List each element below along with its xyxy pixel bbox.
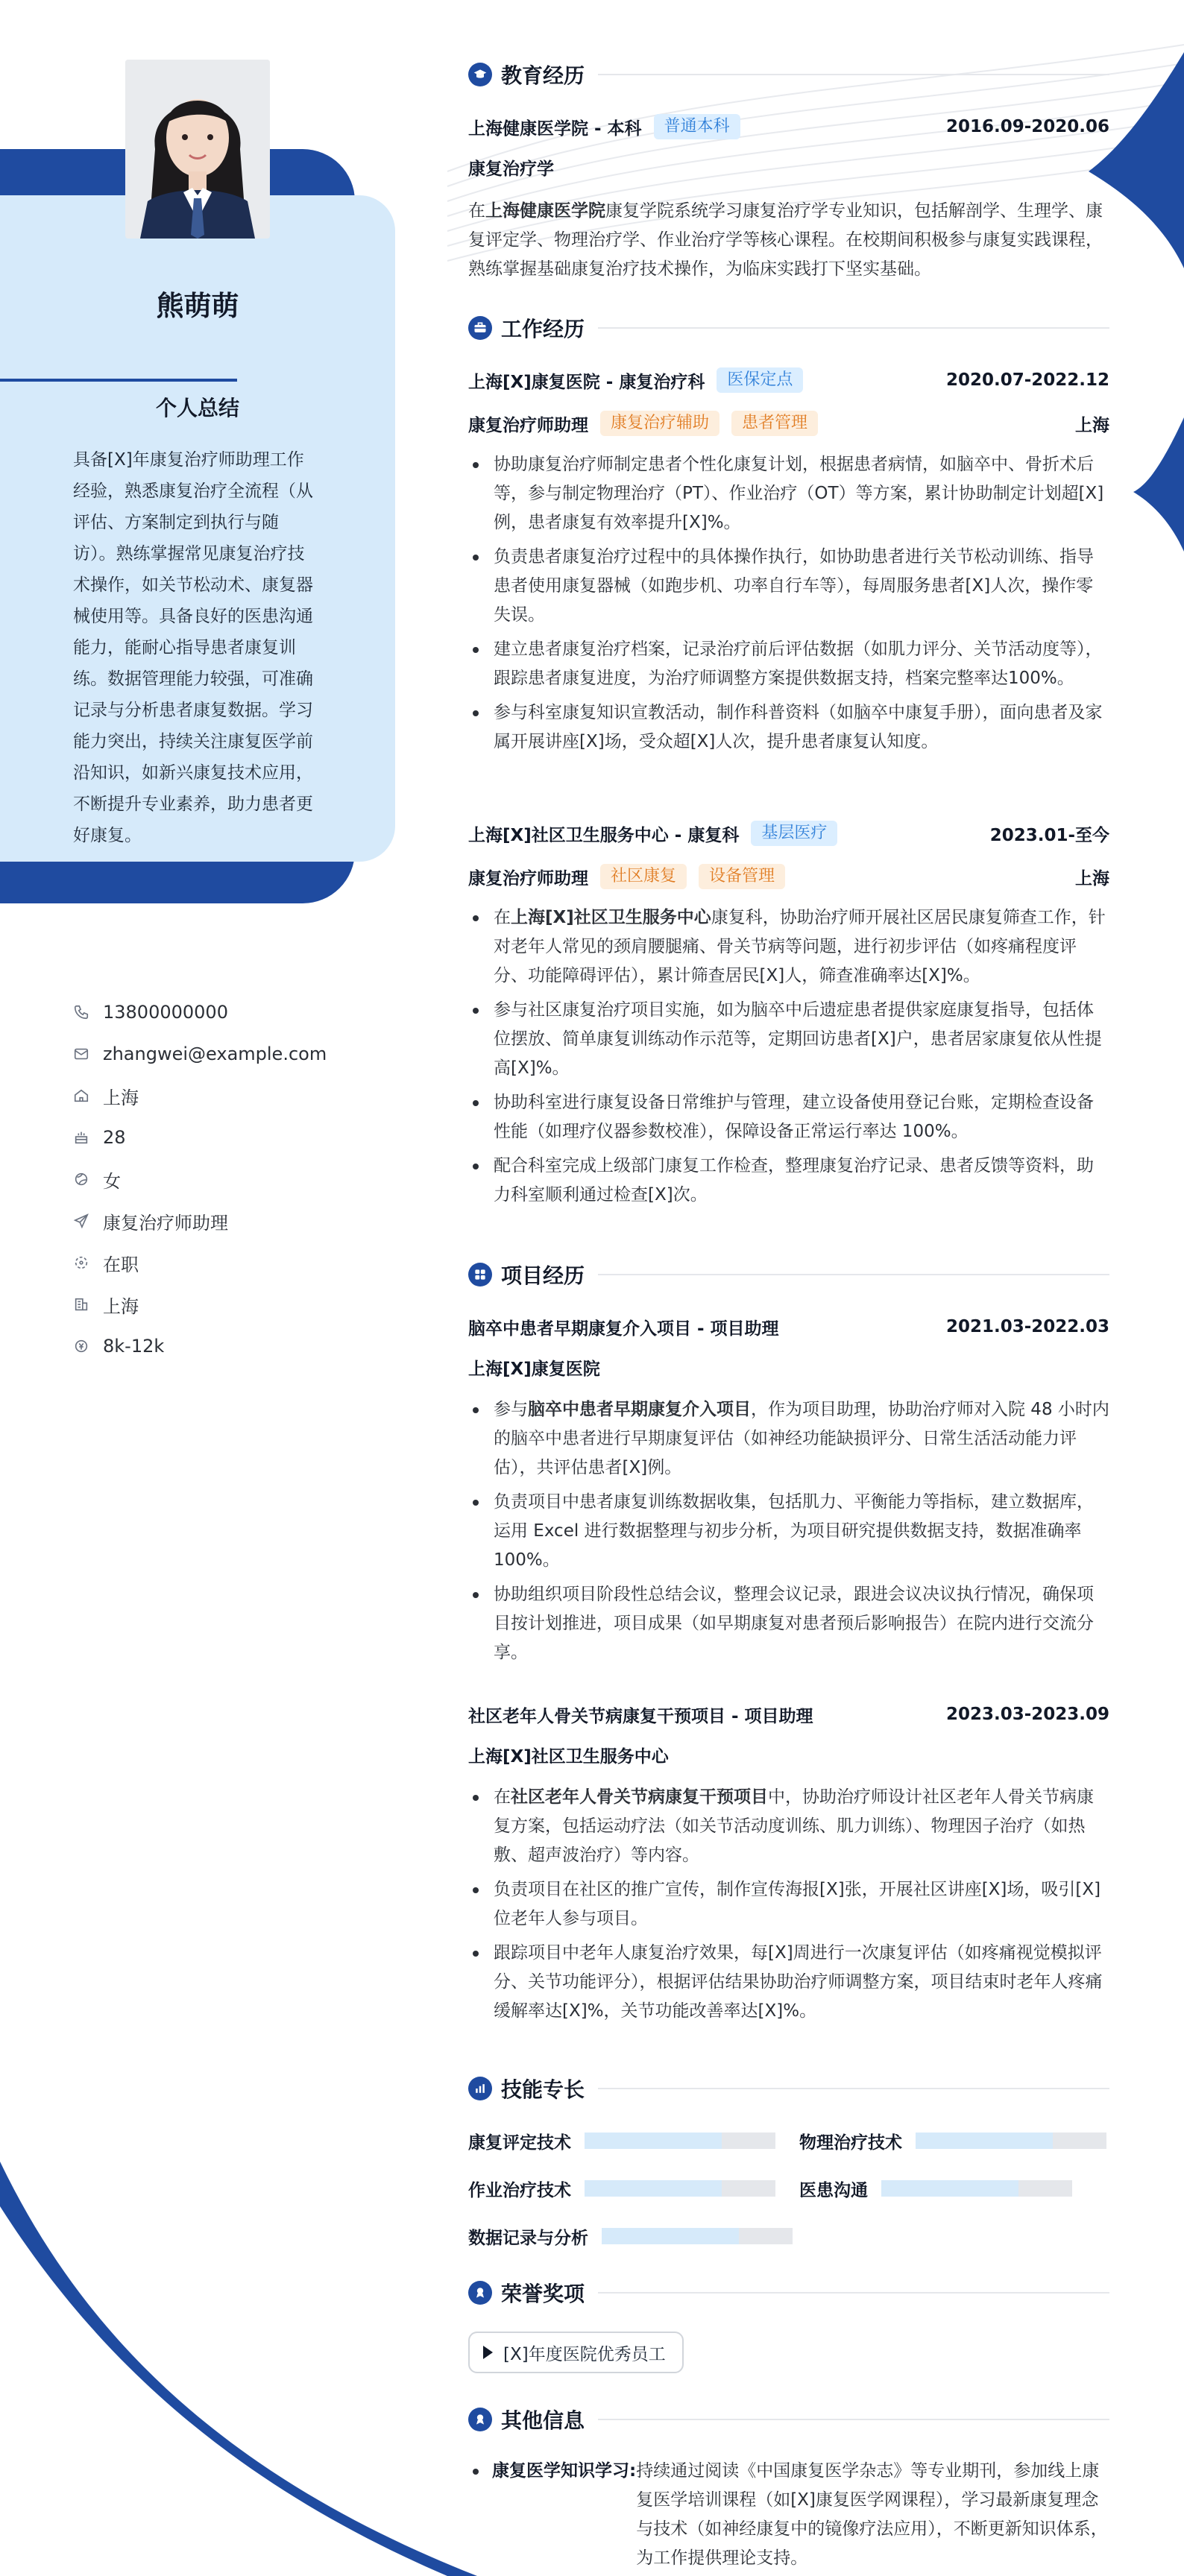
education-major: 康复治疗学 [468, 160, 554, 179]
project-2-org: 上海[X]社区卫生服务中心 [468, 1747, 669, 1767]
job-2-bullets [468, 903, 1109, 1215]
summary-divider [0, 379, 237, 382]
list-item: 协助组织项目阶段性总结会议，整理会议记录，跟进会议决议执行情况，确保项目按计划推进，项目成果（如早期康复对患者预后影响报告）在院内进行交流分享。 [468, 1580, 1109, 1667]
skills-section [468, 2074, 1109, 2103]
skill-item: 物理治疗技术 [799, 2127, 1106, 2154]
skills-header: 技能专长 [468, 2074, 1109, 2103]
list-item: 参与科室康复知识宣教活动，制作科普资料（如脑卒中康复手册），面向患者及家属开展讲座[X]场，受众超[X]人次，提升患者康复认知度。 [468, 698, 1109, 757]
skill-item: 医患沟通 [799, 2175, 1072, 2202]
gender-icon [73, 1171, 89, 1187]
education-school: 上海健康医学院 - 本科 [468, 119, 642, 139]
list-item: 协助康复治疗师制定患者个性化康复计划，根据患者病情，如脑卒中、骨折术后等，参与制定物理治疗（PT）、作业治疗（OT）等方案，累计协助制定计划超[X]例，患者康复有效率提升[X]%。 [468, 450, 1109, 537]
work-header: 工作经历 [468, 313, 1109, 343]
list-item: 协助科室进行康复设备日常维护与管理，建立设备使用登记台账，定期检查设备性能（如理疗仪器参数校准），保障设备正常运行率达 100%。 [468, 1088, 1109, 1146]
list-item: 负责患者康复治疗过程中的具体操作执行，如协助患者进行关节松动训练、指导患者使用康复器械（如跑步机、功率自行车等），每周服务患者[X]人次，操作零失误。 [468, 543, 1109, 630]
project-1-org: 上海[X]康复医院 [468, 1360, 600, 1379]
skill-bar [916, 2133, 1106, 2149]
status-icon [73, 1254, 89, 1271]
grid-icon [468, 1263, 492, 1287]
education-date: 2016.09-2020.06 [945, 117, 1109, 136]
education-row [468, 113, 1109, 140]
list-item: 建立患者康复治疗档案，记录治疗前后评估数据（如肌力评分、关节活动度等），跟踪患者康复进度，为治疗师调整方案提供数据支持，档案完整率达100%。 [468, 635, 1109, 693]
education-header: 教育经历 [468, 60, 1109, 89]
play-icon [483, 2346, 493, 2359]
list-item: 在上海[X]社区卫生服务中心康复科，协助治疗师开展社区居民康复筛查工作，针对老年人常见的颈肩腰腿痛、骨关节病等问题，进行初步评估（如疼痛程度评分、功能障碍评估），累计筛查居民[X]人，筛查准确率达[X]%。 [468, 903, 1109, 991]
graduation-cap-icon [468, 63, 492, 86]
other-item [468, 2457, 1109, 2573]
home-icon [73, 1087, 89, 1104]
contact-list [73, 991, 356, 1367]
list-item: 参与社区康复治疗项目实施，如为脑卒中后遗症患者提供家庭康复指导，包括体位摆放、简单康复训练动作示范等，定期回访患者[X]户，患者居家康复依从性提高[X]%。 [468, 996, 1109, 1083]
project-1-bullets [468, 1395, 1109, 1673]
contact-status: 在职 [73, 1242, 356, 1284]
contact-position: 康复治疗师助理 [73, 1200, 356, 1242]
chart-icon [468, 2077, 492, 2100]
other-header: 其他信息 [468, 2405, 1109, 2434]
contact-salary: 8k-12k [73, 1325, 356, 1367]
awards-header: 荣誉奖项 [468, 2278, 1109, 2308]
awards-section [468, 2278, 1109, 2308]
work-section [468, 313, 1109, 343]
job-2-header: 上海[X]社区卫生服务中心 - 康复科 基层医疗 2023.01-至今 [468, 820, 1109, 847]
project-2-bullets [468, 1783, 1109, 2031]
list-item: 跟踪项目中老年人康复治疗效果，每[X]周进行一次康复评估（如疼痛视觉模拟评分、关节功能评分），根据评估结果协助治疗师调整方案，项目结束时老年人疼痛缓解率达[X]%，关节功能改善率达[X]%。 [468, 1939, 1109, 2026]
contact-age: 28 [73, 1117, 356, 1158]
other-value: 持续通过阅读《中国康复医学杂志》等专业期刊，参加线上康复医学培训课程（如[X]康复医学网课程），学习最新康复理念与技术（如神经康复中的镜像疗法应用），不断更新知识体系，为工作提供理论支持。 [636, 2461, 1108, 2568]
phone-icon [73, 1004, 89, 1020]
contact-city: 上海 [73, 1284, 356, 1325]
info-icon [468, 2408, 492, 2431]
mail-icon [73, 1046, 89, 1062]
award-chip: [X]年度医院优秀员工 [468, 2332, 684, 2373]
list-item: 负责项目中患者康复训练数据收集，包括肌力、平衡能力等指标，建立数据库，运用 Excel 进行数据整理与初步分析，为项目研究提供数据支持，数据准确率 100%。 [468, 1488, 1109, 1575]
briefcase-icon [468, 316, 492, 340]
skill-item: 作业治疗技术 [468, 2175, 775, 2202]
other-section [468, 2405, 1109, 2434]
contact-phone: 13800000000 [73, 991, 356, 1033]
job-2-role: 康复治疗师助理 社区康复 设备管理 上海 [468, 863, 1109, 890]
projects-section [468, 1260, 1109, 1289]
skill-item: 数据记录与分析 [468, 2223, 793, 2250]
candidate-name: 熊萌萌 [156, 290, 239, 322]
cake-icon [73, 1129, 89, 1146]
skill-item: 康复评定技术 [468, 2127, 775, 2154]
list-item: 配合科室完成上级部门康复工作检查，整理康复治疗记录、患者反馈等资料，助力科室顺利通过检查[X]次。 [468, 1152, 1109, 1210]
projects-header: 项目经历 [468, 1260, 1109, 1289]
avatar [125, 60, 270, 239]
list-item: 负责项目在社区的推广宣传，制作宣传海报[X]张，开展社区讲座[X]场，吸引[X]位老年人参与项目。 [468, 1875, 1109, 1933]
project-2-header: 社区老年人骨关节病康复干预项目 - 项目助理 2023.03-2023.09 [468, 1705, 1109, 1726]
education-description: 在上海健康医学院康复学院系统学习康复治疗学专业知识，包括解剖学、生理学、康复评定学、物理治疗学、作业治疗学等核心课程。在校期间积极参与康复实践课程，熟练掌握基础康复治疗技术操作，为临床实践打下坚实基础。 [468, 201, 1103, 279]
skill-bar [585, 2133, 775, 2149]
avatar-portrait [125, 60, 270, 239]
skill-bar [585, 2180, 775, 2197]
contact-email: zhangwei@example.com [73, 1033, 356, 1075]
skill-bar [602, 2228, 793, 2244]
summary-title: 个人总结 [155, 396, 239, 420]
education-tag: 普通本科 [654, 114, 740, 139]
job-1-role: 康复治疗师助理 康复治疗辅助 患者管理 上海 [468, 410, 1109, 437]
job-1-header: 上海[X]康复医院 - 康复治疗科 医保定点 2020.07-2022.12 [468, 367, 1109, 394]
other-key: 康复医学知识学习: [492, 2461, 637, 2481]
building-icon [73, 1296, 89, 1313]
contact-gender: 女 [73, 1158, 356, 1200]
project-1-header: 脑卒中患者早期康复介入项目 - 项目助理 2021.03-2022.03 [468, 1317, 1109, 1339]
education-section [468, 60, 1109, 89]
salary-icon [73, 1338, 89, 1354]
summary-text: 具备[X]年康复治疗师助理工作经验，熟悉康复治疗全流程（从评估、方案制定到执行与随访）。熟练掌握常见康复治疗技术操作，如关节松动术、康复器械使用等。具备良好的医患沟通能力，能耐心指导患者康复训练。数据管理能力较强，可准确记录与分析患者康复数据。学习能力突出，持续关注康复医学前沿知识，如新兴康复技术应用，不断提升专业素养，助力患者更好康复。 [73, 450, 313, 845]
list-item: 在社区老年人骨关节病康复干预项目中，协助治疗师设计社区老年人骨关节病康复方案，包括运动疗法（如关节活动度训练、肌力训练）、物理因子治疗（如热敷、超声波治疗）等内容。 [468, 1783, 1109, 1870]
list-item: 参与脑卒中患者早期康复介入项目，作为项目助理，协助治疗师对入院 48 小时内的脑卒中患者进行早期康复评估（如神经功能缺损评分、日常生活活动能力评估），共评估患者[X]例。 [468, 1395, 1109, 1483]
skill-bar [881, 2180, 1072, 2197]
send-icon [73, 1213, 89, 1229]
contact-location: 上海 [73, 1075, 356, 1117]
award-icon [468, 2281, 492, 2305]
job-1-bullets [468, 450, 1109, 762]
